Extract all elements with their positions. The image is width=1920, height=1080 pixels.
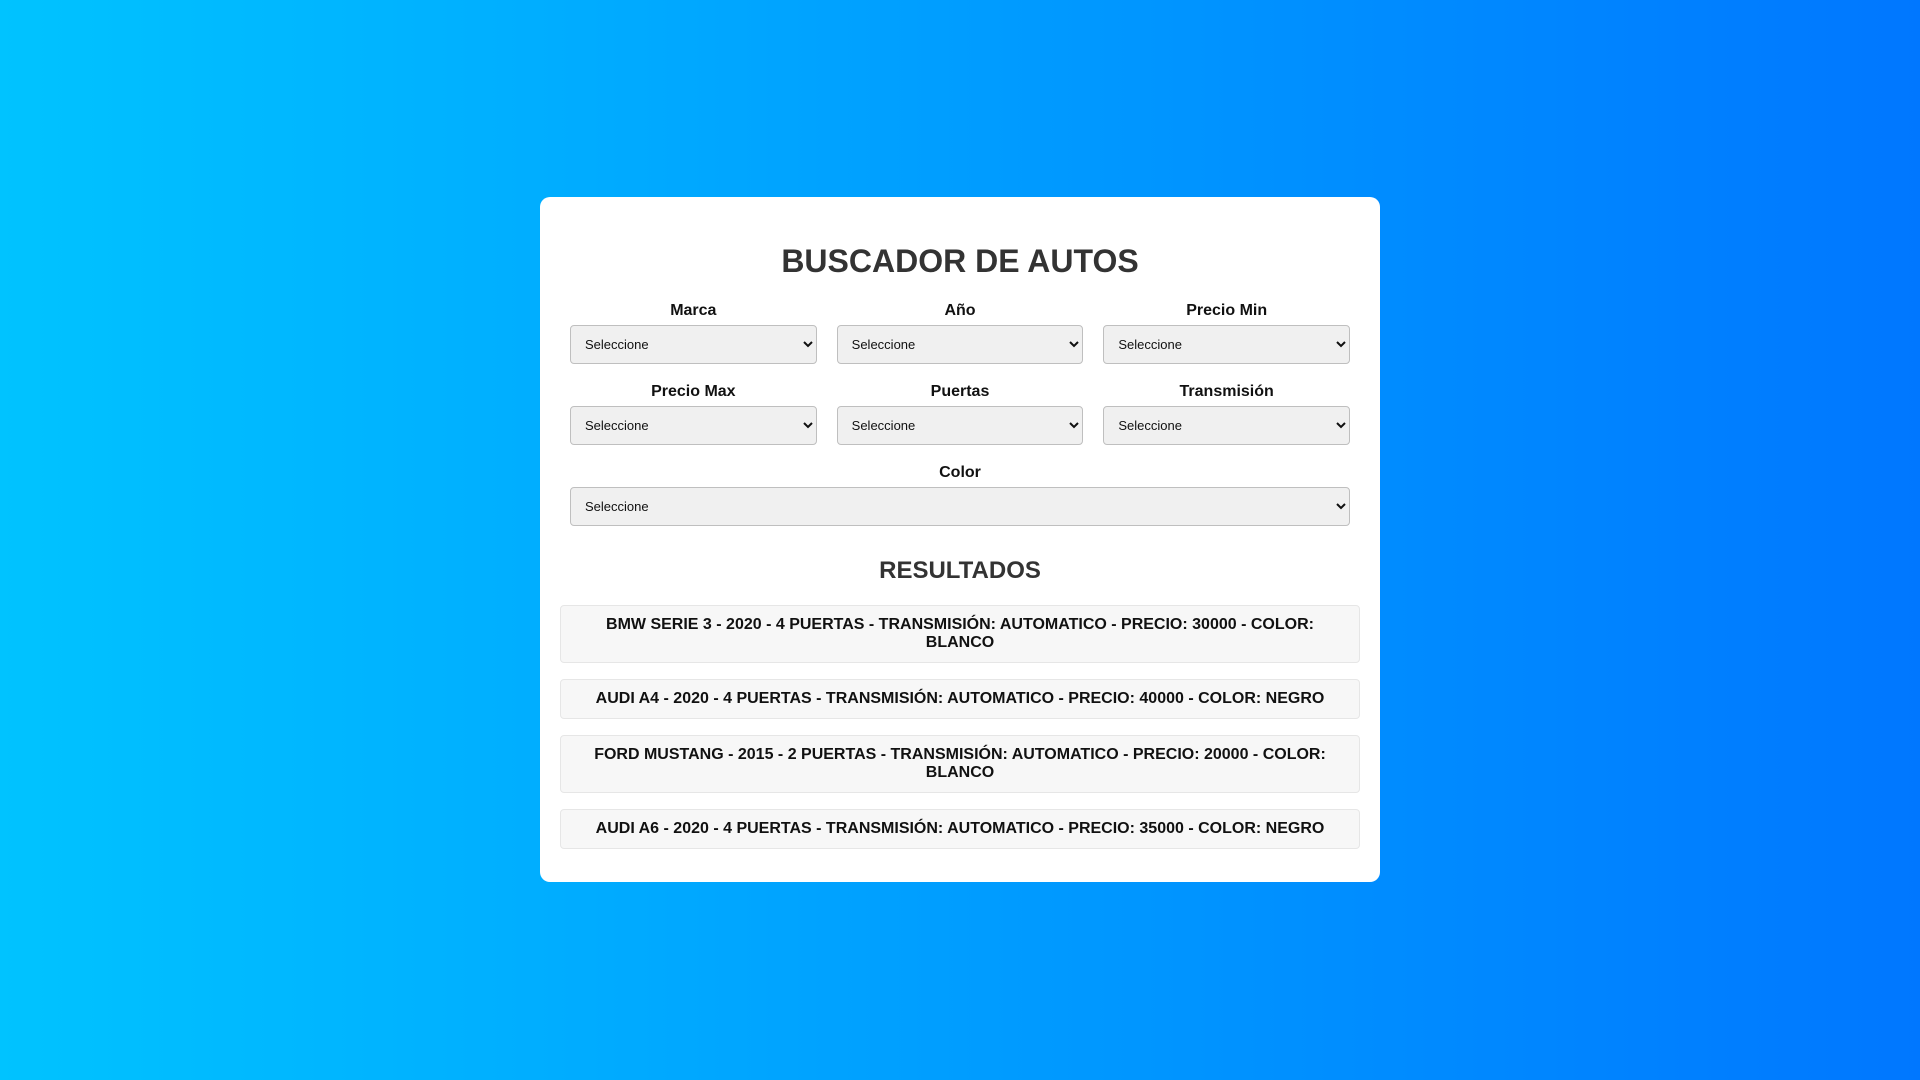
- field-marca: [570, 301, 817, 364]
- field-transmision: [1103, 382, 1350, 445]
- field-precio-max: [570, 382, 817, 445]
- precio-min-select[interactable]: [1103, 325, 1350, 364]
- ano-select[interactable]: [837, 325, 1084, 364]
- results-list: [560, 605, 1360, 849]
- marca-select[interactable]: [570, 325, 817, 364]
- field-puertas: [837, 382, 1084, 445]
- field-color: [570, 463, 1350, 526]
- precio-max-select[interactable]: [570, 406, 817, 445]
- result-item: AUDI A6 - 2020 - 4 PUERTAS - TRANSMISIÓN: AUTOMATICO - PRECIO: 35000 - COLOR: NEGRO: [560, 809, 1360, 849]
- results-title: RESULTADOS: [879, 557, 1041, 584]
- result-item: BMW SERIE 3 - 2020 - 4 PUERTAS - TRANSMISIÓN: AUTOMATICO - PRECIO: 30000 - COLOR: BLANCO: [560, 605, 1360, 663]
- field-ano: [837, 301, 1084, 364]
- page-title: BUSCADOR DE AUTOS: [781, 243, 1139, 279]
- transmision-select[interactable]: [1103, 406, 1350, 445]
- result-item: AUDI A4 - 2020 - 4 PUERTAS - TRANSMISIÓN: AUTOMATICO - PRECIO: 40000 - COLOR: NEGRO: [560, 679, 1360, 719]
- marca-label: Marca: [670, 302, 717, 319]
- filters-form: [560, 301, 1360, 544]
- ano-label: Año: [944, 302, 976, 319]
- transmision-label: Transmisión: [1179, 383, 1274, 400]
- puertas-select[interactable]: [837, 406, 1084, 445]
- color-select[interactable]: [570, 487, 1350, 526]
- color-label: Color: [939, 464, 981, 481]
- precio-min-label: Precio Min: [1186, 302, 1268, 319]
- field-precio-min: [1103, 301, 1350, 364]
- search-card: [540, 197, 1380, 882]
- puertas-label: Puertas: [930, 383, 990, 400]
- result-item: FORD MUSTANG - 2015 - 2 PUERTAS - TRANSMISIÓN: AUTOMATICO - PRECIO: 20000 - COLOR: BLANCO: [560, 735, 1360, 793]
- precio-max-label: Precio Max: [651, 383, 736, 400]
